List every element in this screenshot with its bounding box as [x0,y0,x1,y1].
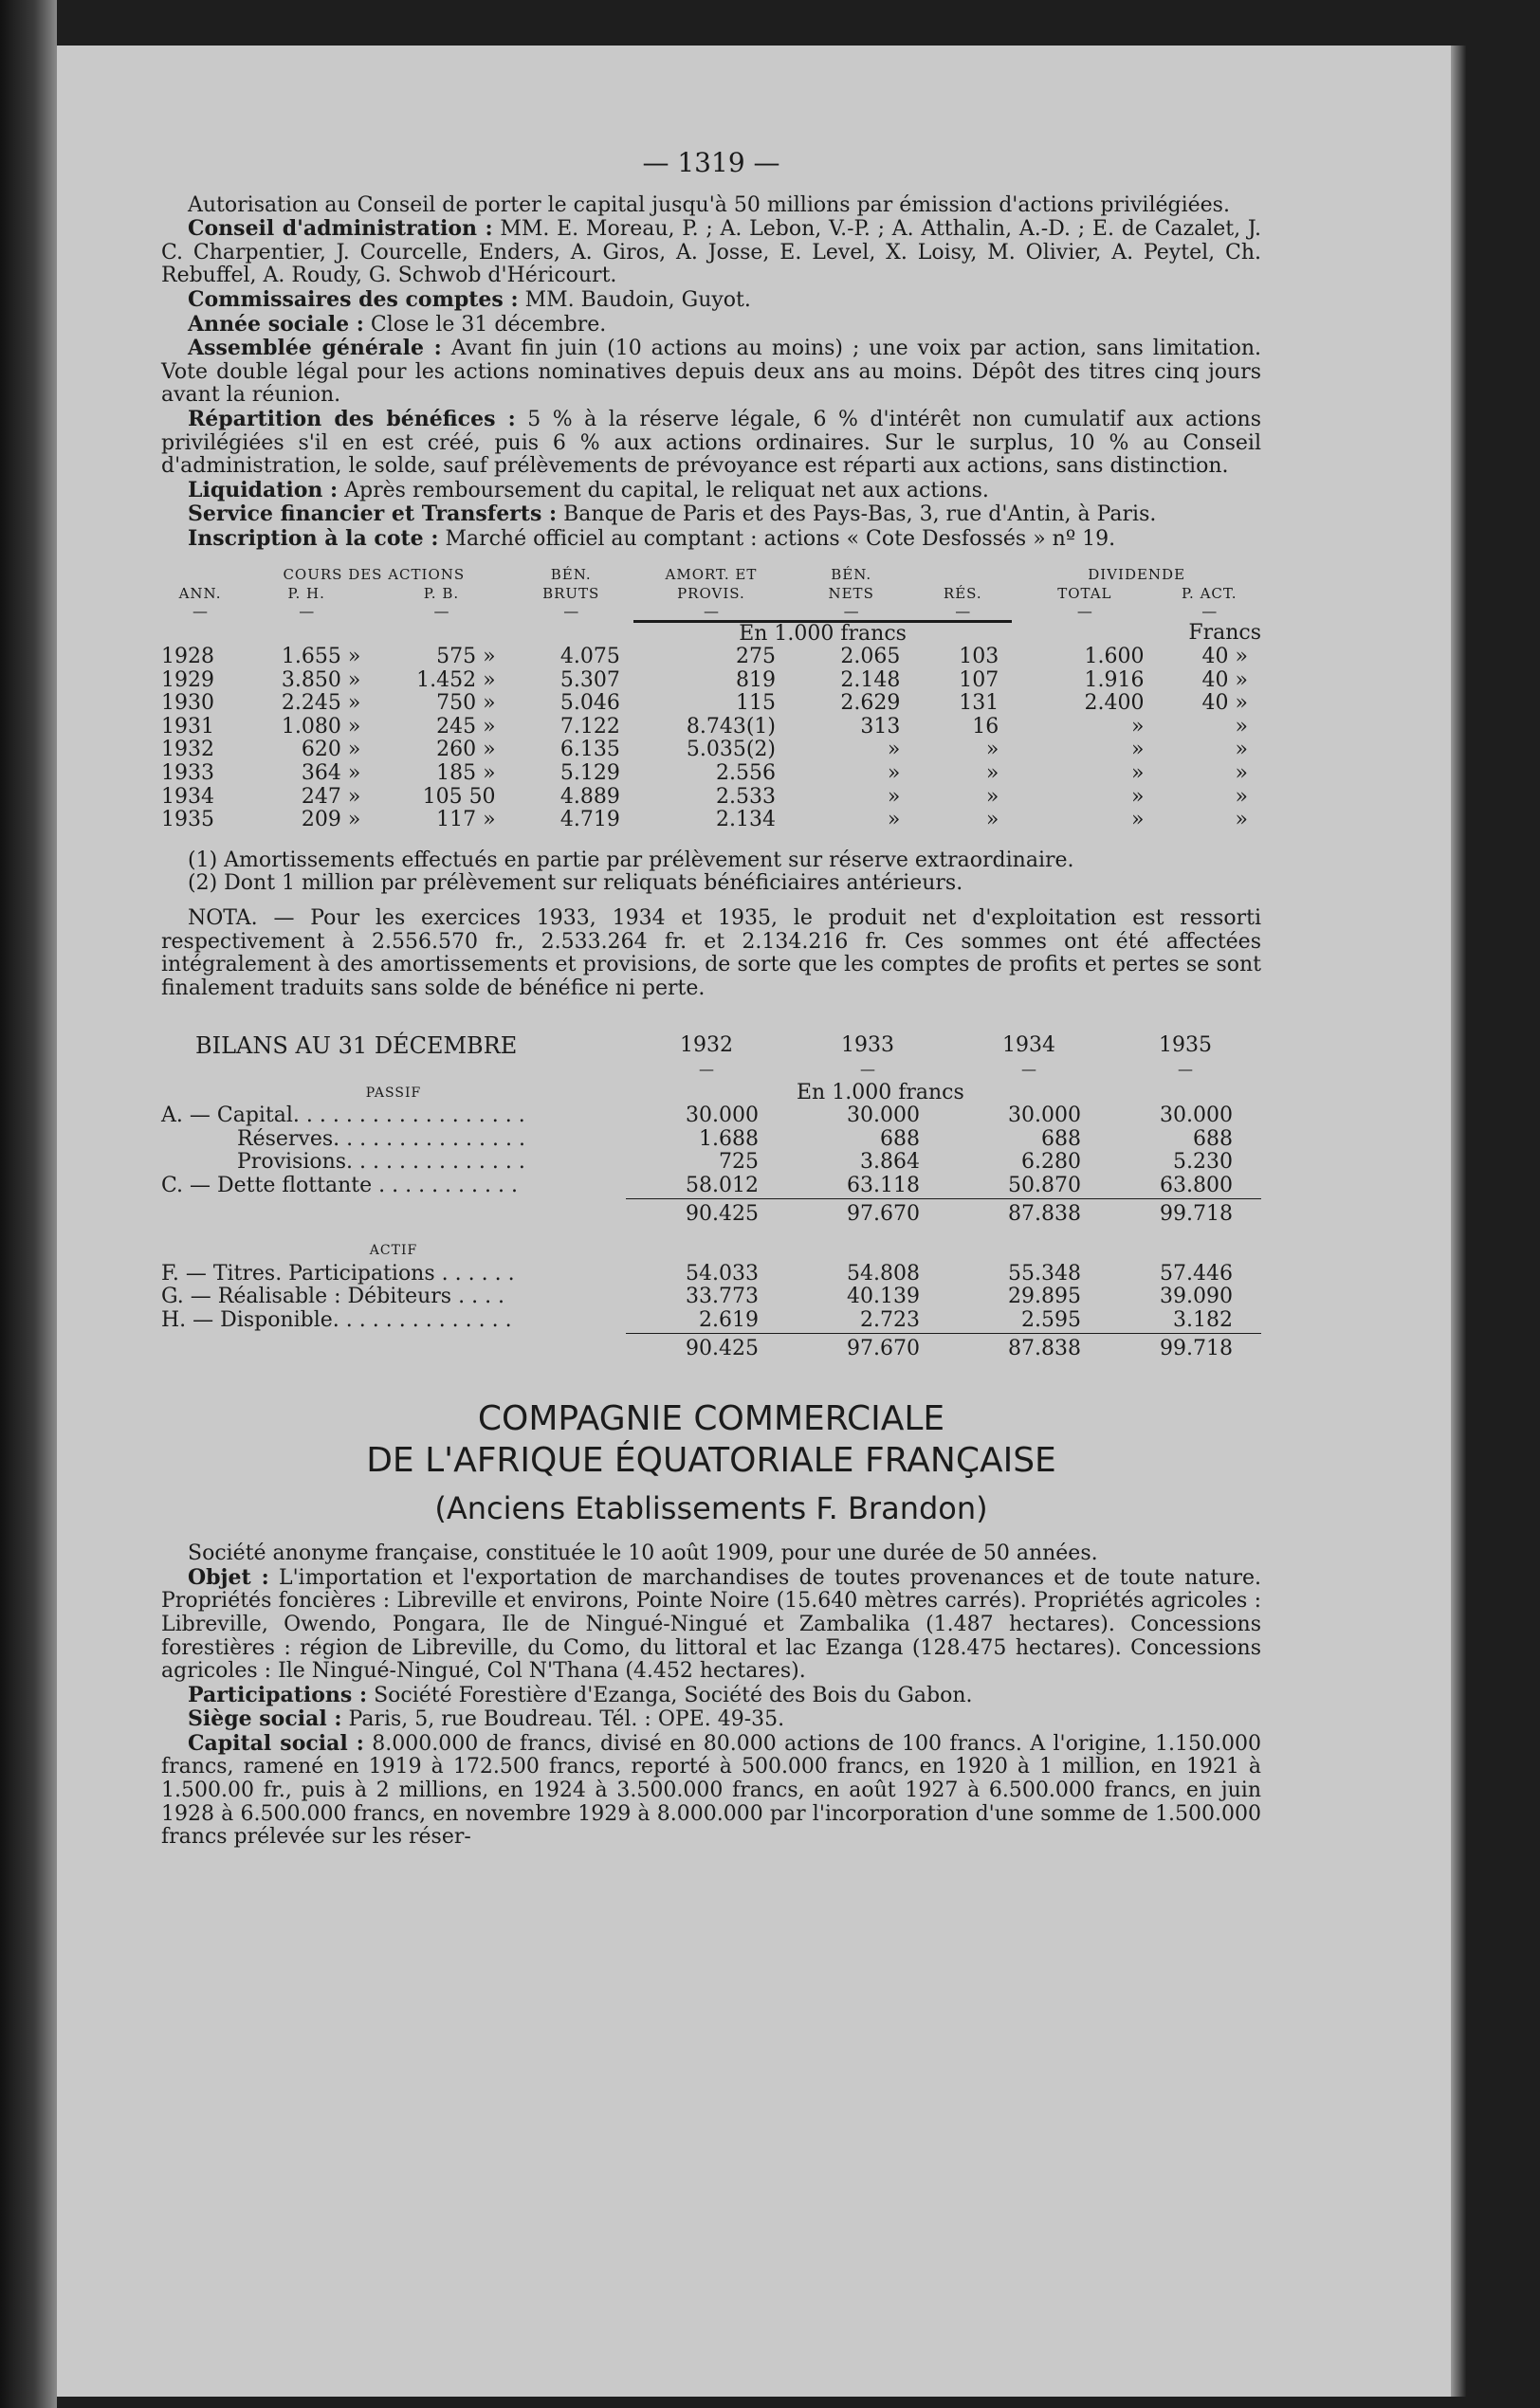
dividende-header: DIVIDENDE [1088,565,1186,583]
cours-dash: — [192,602,209,621]
value-cell: 2.245 » [281,691,361,716]
value-cell: 115 [736,691,777,716]
bilan-label: C. — Dette flottante . . . . . . . . . . . [161,1174,518,1198]
value-cell: 40 » [1201,691,1248,716]
cours-dash: — [433,602,449,621]
cours-header-bottom [161,584,1261,603]
company-text-label: Objet : [188,1564,269,1590]
year-cell: 1934 [161,784,214,809]
bilan-value: 5.230 [1173,1150,1233,1175]
actif-total-row [161,1333,1261,1360]
value-cell: 575 » [436,645,496,669]
bilans-dash-row: — — — — [699,1060,1193,1078]
cours-row [161,669,1261,693]
intro-section [161,194,1261,552]
page-content [161,142,1261,1850]
cours-row [161,809,1261,832]
bilan-value: 57.446 [1160,1261,1233,1286]
value-cell: 819 [736,667,777,692]
value-cell: » [985,738,999,762]
bilan-value: 63.800 [1160,1173,1233,1197]
value-cell: 105 50 [422,784,496,809]
cours-header-top [161,565,1261,584]
intro-paragraph [161,527,1261,552]
bilan-total: 87.838 [948,1333,1109,1360]
value-cell: » [1235,761,1248,786]
bilan-label: F. — Titres. Participations . . . . . . [161,1261,515,1286]
intro-label: Service financier et Transferts : [188,502,558,527]
value-cell: » [1131,784,1145,809]
intro-label: Répartition des bénéfices : [188,406,516,431]
bilan-row [161,1128,1261,1152]
bilans-title-row [161,1034,1261,1058]
intro-label: Assemblée générale : [188,336,442,361]
value-cell: 750 » [436,691,496,716]
cours-col-header: RÉS. [943,584,982,602]
value-cell: 117 » [436,808,496,832]
intro-text: Marché officiel au comptant : actions « Cote Desfossés » nº 19. [445,526,1116,551]
intro-paragraph [161,479,1261,503]
intro-paragraph [161,194,1261,218]
footnotes [161,849,1261,896]
company-text-text: Paris, 5, rue Boudreau. Tél. : OPE. 49-35. [348,1707,785,1732]
value-cell: 6.135 [559,738,620,762]
bilan-total: 97.670 [787,1198,948,1226]
bilan-label: A. — Capital. . . . . . . . . . . . . . . . . . [161,1104,525,1128]
intro-paragraph [161,337,1261,408]
value-cell: 364 » [301,761,361,786]
cours-row [161,692,1261,716]
value-cell: 5.035(2) [686,738,777,762]
bilan-value: 30.000 [1160,1104,1233,1128]
bilan-value: 58.012 [686,1173,759,1197]
value-cell: 131 [959,691,999,716]
value-cell: » [887,808,901,832]
company-text-paragraph [161,1566,1261,1684]
nota-paragraph: NOTA. — Pour les exercices 1933, 1934 et 1935, le produit net d'exploitation est ressorti respectivement à 2.556.570 fr., 2.533.264 fr. et 2.134.216 fr. Ces sommes ont été affectées intégralement à des amortissements et provisions, de sorte que les comptes de profits et pertes se sont finalement traduits sans solde de bénéfice ni perte. [161,906,1261,1000]
value-cell: » [1131,738,1145,762]
company-text-label: Capital social : [188,1730,364,1756]
intro-label: Commissaires des comptes : [188,286,519,312]
unit-francs: Francs [1188,620,1261,645]
passif-body [161,1104,1261,1198]
bilan-value: 33.773 [686,1285,759,1309]
intro-text: Banque de Paris et des Pays-Bas, 3, rue d'Antin, à Paris. [563,502,1157,527]
value-cell: » [1235,784,1248,809]
value-cell: 2.134 [716,808,777,832]
bilan-label: Provisions. . . . . . . . . . . . . . [237,1150,525,1175]
value-cell: 4.075 [559,645,620,669]
bilan-row [161,1309,1261,1333]
value-cell: 5.129 [559,761,620,786]
year-cell: 1929 [161,667,214,692]
value-cell: 4.719 [559,808,620,832]
bilan-total: 90.425 [626,1198,787,1226]
page-edge [1451,46,1466,2397]
year-cell: 1932 [161,738,214,762]
value-cell: 185 » [436,761,496,786]
bilan-value: 725 [719,1150,759,1175]
ben-bruts-header: BÉN. [550,565,592,583]
cours-row [161,762,1261,786]
company-text-paragraph [161,1542,1261,1566]
bilans-title: BILANS AU 31 DÉCEMBRE [195,1032,518,1060]
value-cell: 313 [860,714,901,739]
cours-col-header: P. H. [287,584,325,602]
company-text-paragraph [161,1732,1261,1850]
bilan-value: 3.182 [1173,1307,1233,1332]
value-cell: » [887,784,901,809]
cours-dash: — [843,601,859,620]
value-cell: » [985,784,999,809]
year-cell: 1935 [161,808,214,832]
value-cell: 1.452 » [416,667,496,692]
company-subtitle: (Anciens Etablissements F. Brandon) [434,1490,988,1527]
value-cell: 1.080 » [281,714,361,739]
year-cell: 1931 [161,714,214,739]
value-cell: » [1235,738,1248,762]
company-title-line2: DE L'AFRIQUE ÉQUATORIALE FRANÇAISE [366,1441,1056,1481]
intro-text: 5 % à la réserve légale, 6 % d'intérêt non cumulatif aux actions privilégiées s'il en est créé, puis 6 % aux actions ordinaires. Sur le surplus, 10 % au Conseil d'administration, le solde, sauf prélèvements de prévoyance est réparti aux actions, sans distinction. [161,407,1261,479]
bilans-unit-row [161,1082,1261,1105]
bilan-label: G. — Réalisable : Débiteurs . . . . [161,1285,505,1309]
intro-paragraph [161,313,1261,337]
value-cell: 245 » [436,714,496,739]
intro-text: Autorisation au Conseil de porter le capital jusqu'à 50 millions par émission d'actions privilégiées. [188,192,1230,217]
year-cell: 1930 [161,691,214,716]
bilan-row [161,1151,1261,1175]
bilan-value: 40.139 [847,1285,920,1309]
cours-col-header: NETS [828,584,874,602]
value-cell: 103 [959,645,999,669]
value-cell: 7.122 [559,714,620,739]
year-1934: 1934 [1002,1033,1055,1058]
book-gutter [0,0,57,2408]
bilan-value: 30.000 [686,1104,759,1128]
intro-text: MM. E. Moreau, P. ; A. Lebon, V.-P. ; A. Atthalin, A.-D. ; E. de Cazalet, J. C. Charpentier, J. Courcelle, Enders, A. Giros, A. Josse, E. Level, X. Loisy, M. Olivier, A. Peytel, Ch. Rebuffel, A. Roudy, G. Schwob d'Héricourt. [161,217,1261,288]
cours-dash: — [703,601,719,620]
year-1933: 1933 [841,1033,894,1058]
bilan-row [161,1175,1261,1198]
intro-paragraph [161,217,1261,288]
value-cell: 1.600 [1084,645,1145,669]
intro-paragraph [161,288,1261,313]
actif-body [161,1263,1261,1333]
bilan-row [161,1263,1261,1286]
bilan-value: 54.808 [847,1261,920,1286]
cours-row [161,716,1261,739]
bilan-value: 30.000 [1008,1104,1081,1128]
cours-dash: — [955,601,971,620]
cours-dash-row [161,603,1261,622]
cours-col-header: ANN. [178,584,222,602]
value-cell: 2.533 [716,784,777,809]
cours-row [161,786,1261,810]
value-cell: » [1131,714,1145,739]
cours-header: COURS DES ACTIONS [283,565,466,583]
value-cell: 16 [972,714,999,739]
bilan-value: 50.870 [1008,1173,1081,1197]
cours-dash: — [1201,602,1218,621]
cours-col-header: TOTAL [1057,584,1112,602]
bilan-total: 99.718 [1109,1198,1261,1226]
bilan-total: 90.425 [626,1333,787,1360]
value-cell: » [887,738,901,762]
cours-row [161,646,1261,669]
bilan-row [161,1104,1261,1128]
value-cell: » [985,761,999,786]
actif-label: ACTIF [369,1243,418,1259]
bilan-row [161,1286,1261,1309]
value-cell: 4.889 [559,784,620,809]
value-cell: 620 » [301,738,361,762]
actif-label-row [161,1226,1261,1263]
year-1932: 1932 [680,1033,733,1058]
value-cell: 2.556 [716,761,777,786]
bilan-label: H. — Disponible. . . . . . . . . . . . . . [161,1308,512,1333]
spacer [161,1198,626,1226]
bilan-value: 2.595 [1021,1307,1081,1332]
value-cell: 260 » [436,738,496,762]
company-text-paragraph [161,1684,1261,1708]
bilans-table [161,1034,1261,1360]
page-number: — 1319 — [642,147,780,178]
unit-label: En 1.000 francs [633,621,1012,646]
intro-label: Liquidation : [188,477,339,502]
bilan-total: 99.718 [1109,1333,1261,1360]
intro-text: Close le 31 décembre. [370,312,607,337]
intro-paragraph [161,502,1261,527]
company-text-paragraph [161,1707,1261,1732]
company-text-text: Société anonyme française, constituée le 10 août 1909, pour une durée de 50 années. [188,1541,1098,1566]
value-cell: 5.307 [559,667,620,692]
bilan-value: 688 [1193,1126,1233,1151]
value-cell: » [1131,808,1145,832]
bilan-value: 688 [880,1126,920,1151]
value-cell: 40 » [1201,645,1248,669]
bilan-total: 87.838 [948,1198,1109,1226]
cours-dash: — [1076,602,1092,621]
footnote: (1) Amortissements effectués en partie par prélèvement sur réserve extraordinaire. [188,848,1074,872]
value-cell: 2.400 [1084,691,1145,716]
year-cell: 1928 [161,645,214,669]
bilan-value: 6.280 [1021,1150,1081,1175]
value-cell: 1.916 [1084,667,1145,692]
passif-total-row [161,1198,1261,1226]
value-cell: 275 [736,645,777,669]
bilan-value: 55.348 [1008,1261,1081,1286]
intro-text: Avant fin juin (10 actions au moins) ; une voix par action, sans limitation. Vote double légal pour les actions nominatives depuis deux ans au moins. Dépôt des titres cinq jours avant la réunion. [161,337,1261,408]
value-cell: 5.046 [559,691,620,716]
amort-header: AMORT. ET [665,565,758,583]
bilan-value: 30.000 [847,1104,920,1128]
year-1935: 1935 [1159,1033,1212,1058]
intro-paragraph [161,408,1261,479]
intro-text: Après remboursement du capital, le reliquat net aux actions. [344,478,989,502]
bilan-value: 3.864 [860,1150,920,1175]
value-cell: » [1131,761,1145,786]
bilan-value: 2.723 [860,1307,920,1332]
value-cell: » [985,808,999,832]
company-title-line1: COMPAGNIE COMMERCIALE [477,1399,945,1439]
intro-text: MM. Baudoin, Guyot. [524,287,751,312]
company-section [161,1542,1261,1850]
bilans-unit: En 1.000 francs [797,1080,964,1104]
value-cell: 2.148 [840,667,901,692]
cours-table [161,565,1261,832]
value-cell: 3.850 » [281,667,361,692]
cours-body [161,646,1261,832]
value-cell: » [887,761,901,786]
cours-col-header: PROVIS. [677,584,745,602]
spacer [161,1333,626,1360]
cours-col-header: P. B. [423,584,460,602]
cours-col-header: P. ACT. [1182,584,1238,602]
value-cell: 1.655 » [281,645,361,669]
value-cell: » [1235,808,1248,832]
year-cell: 1933 [161,761,214,786]
value-cell: 209 » [301,808,361,832]
value-cell: 107 [959,667,999,692]
value-cell: 8.743(1) [686,714,777,739]
cours-unit-row [161,621,1261,646]
bilan-value: 1.688 [699,1126,759,1151]
bilan-value: 63.118 [847,1173,920,1197]
intro-label: Inscription à la cote : [188,525,439,551]
bilan-value: 39.090 [1160,1285,1233,1309]
cours-dash: — [299,602,315,621]
bilan-value: 29.895 [1008,1285,1081,1309]
footnote: (2) Dont 1 million par prélèvement sur reliquats bénéficiaires antérieurs. [188,871,963,896]
cours-dash: — [563,602,579,621]
bilan-label: Réserves. . . . . . . . . . . . . . . [237,1126,525,1151]
company-text-text: L'importation et l'exportation de marchandises de toutes provenances et de toute nature. Propriétés foncières : Libreville et environs, Pointe Noire (15.640 mètres carrés). Propriétés agricoles : Libreville, Owendo, Pongara, Ile de Ningué-Ningué et Zambalika (1.487 hectares). Concessions forestières : région de Libreville, du Como, du littoral et lac Ezanga (128.475 hectares). Concessions agricoles : Ile Ningué-Ningué, Col N'Thana (4.452 hectares). [161,1565,1261,1684]
bilan-total: 97.670 [787,1333,948,1360]
bilan-value: 54.033 [686,1261,759,1286]
ben-nets-header: BÉN. [831,565,872,583]
value-cell: 247 » [301,784,361,809]
intro-label: Année sociale : [188,311,364,337]
passif-label: PASSIF [365,1085,422,1101]
intro-label: Conseil d'administration : [188,216,493,242]
company-text-label: Siège social : [188,1706,342,1732]
cours-row [161,739,1261,762]
cours-col-header: BRUTS [542,584,600,602]
company-text-text: 8.000.000 de francs, divisé en 80.000 actions de 100 francs. A l'origine, 1.150.000 francs, ramené en 1919 à 172.500 francs, reporté à 500.000 francs, en 1920 à 1 million, en 1921 à 1.500.00 fr., puis à 2 millions, en 1924 à 3.500.000 francs, en août 1927 à 6.500.000 francs, en juin 1928 à 6.500.000 francs, en novembre 1929 à 8.000.000 par l'incorporation d'une somme de 1.500.000 francs prélevée sur les réser- [161,1731,1261,1850]
value-cell: 40 » [1201,667,1248,692]
value-cell: 2.065 [840,645,901,669]
company-text-label: Participations : [188,1682,368,1707]
company-text-text: Société Forestière d'Ezanga, Société des Bois du Gabon. [374,1683,973,1707]
bilan-value: 2.619 [699,1307,759,1332]
bilan-value: 688 [1041,1126,1081,1151]
value-cell: 2.629 [840,691,901,716]
value-cell: » [1235,714,1248,739]
